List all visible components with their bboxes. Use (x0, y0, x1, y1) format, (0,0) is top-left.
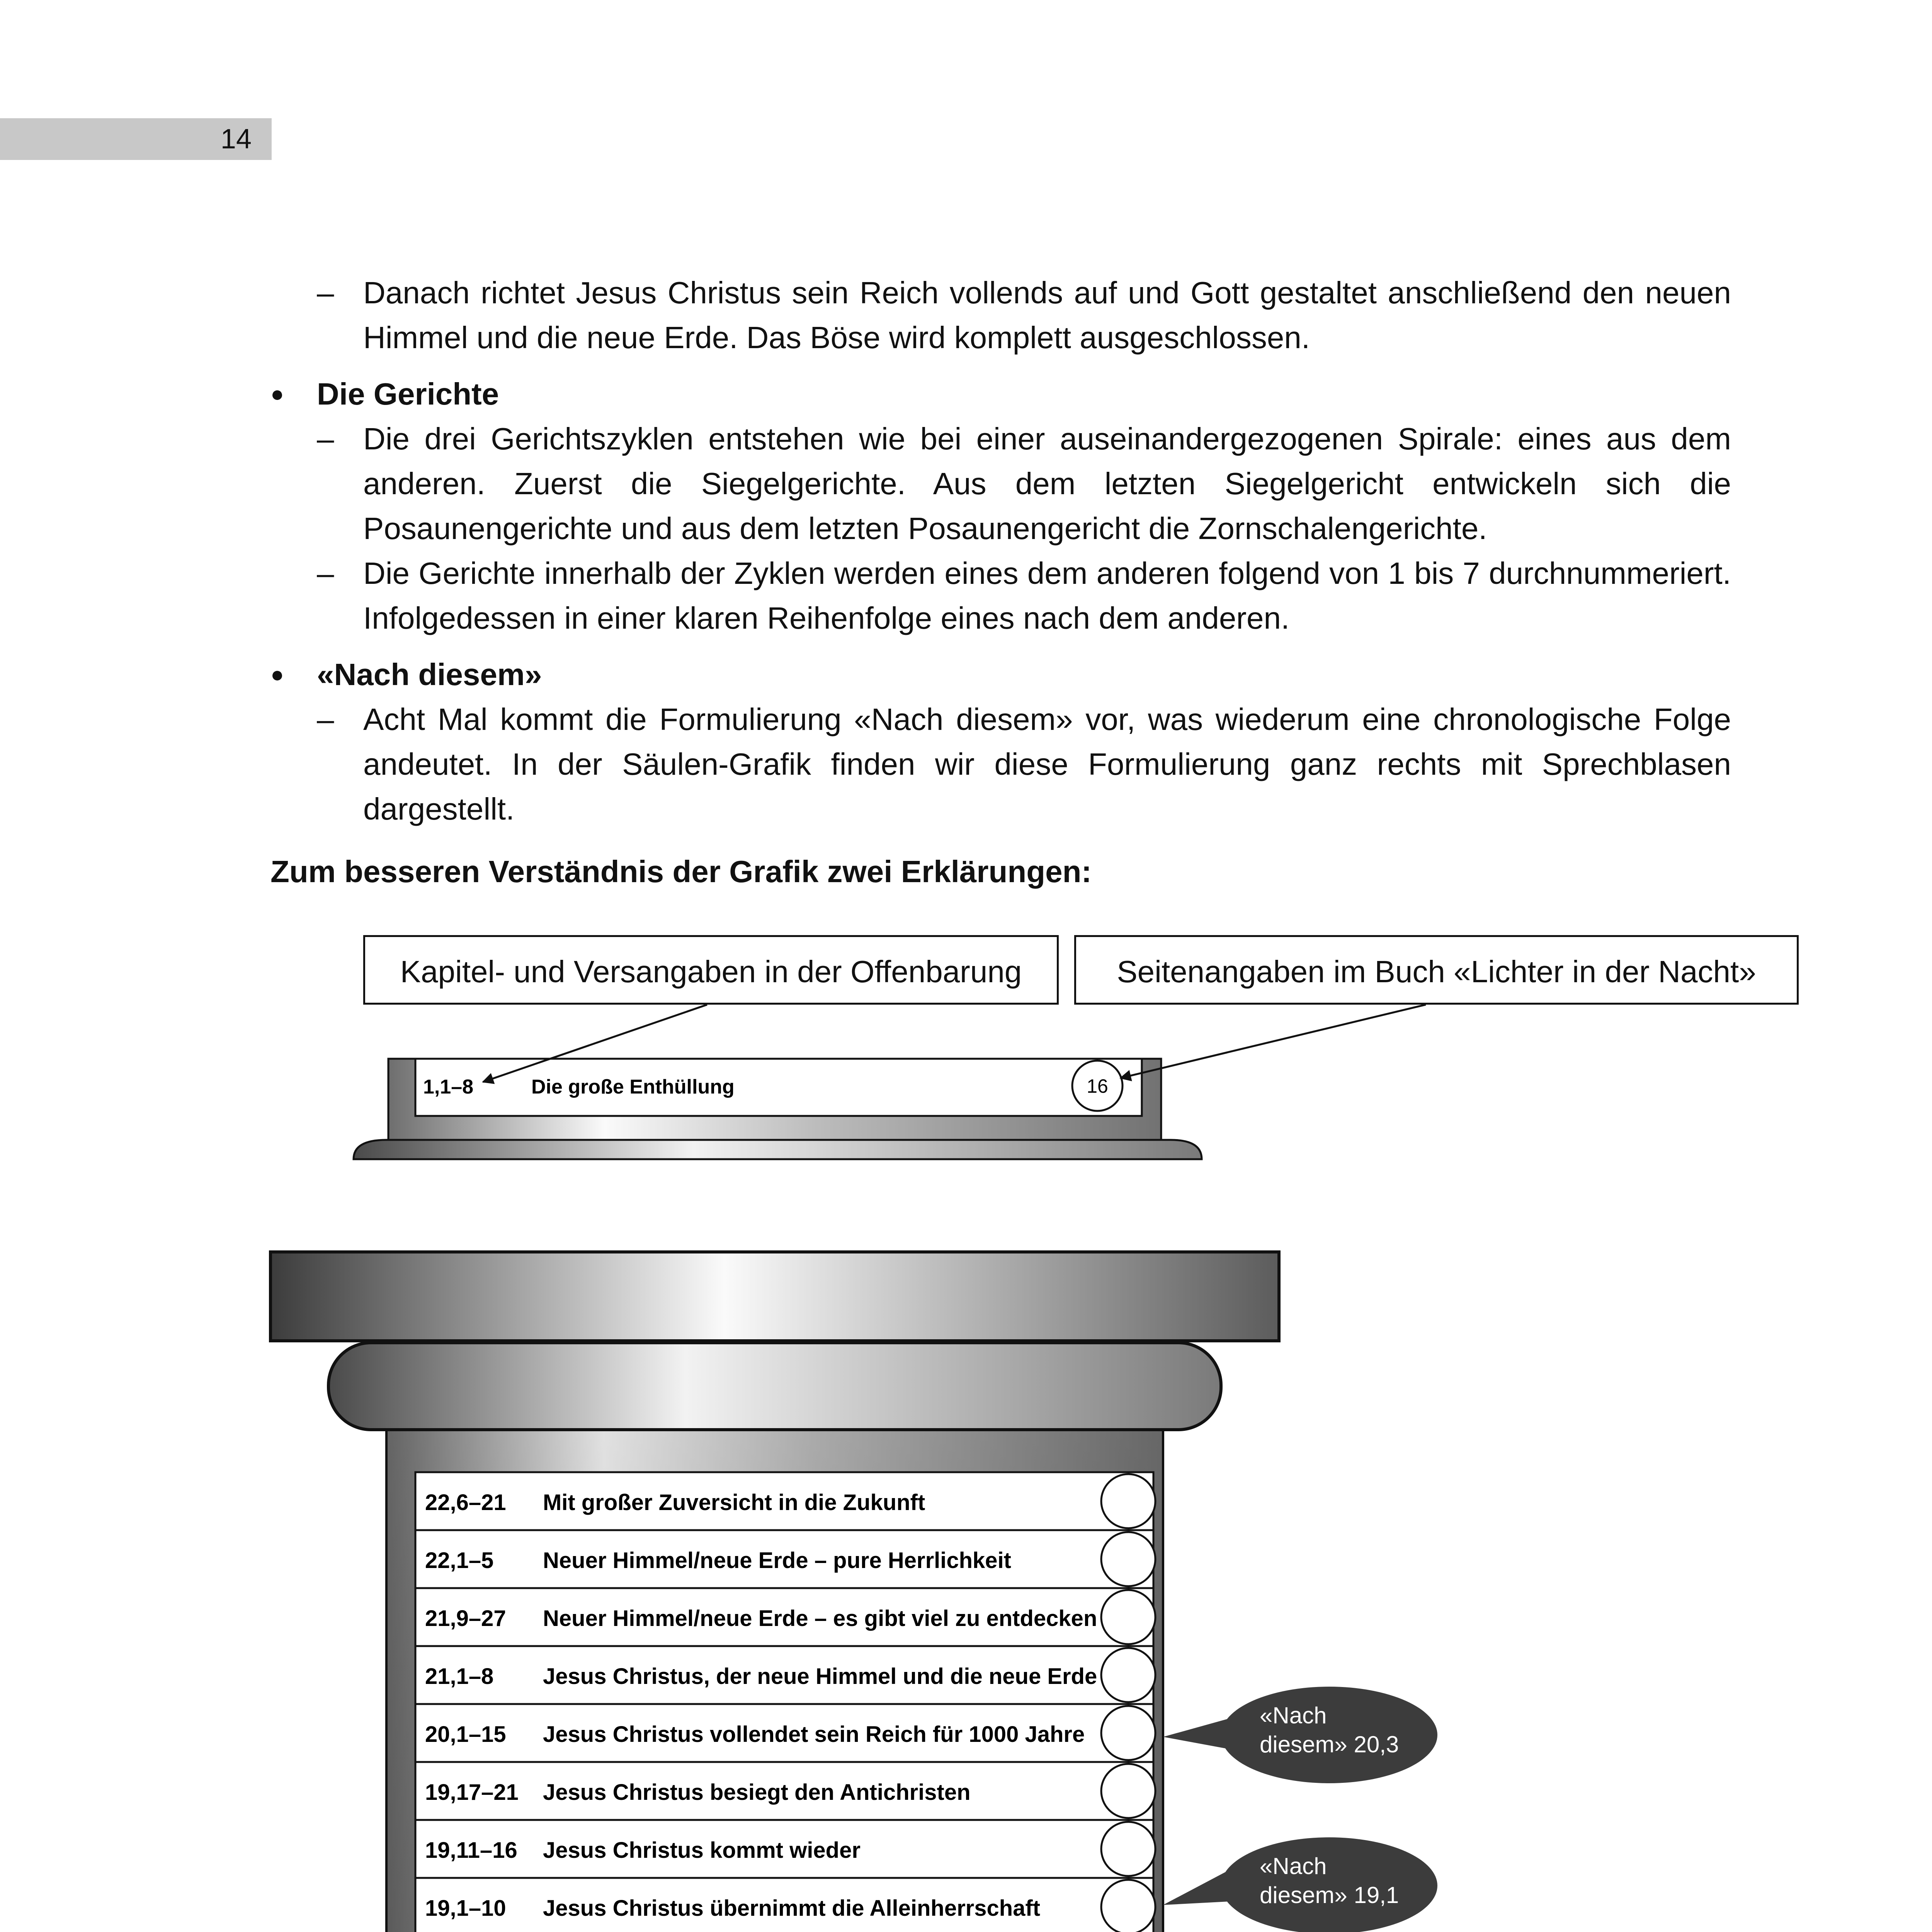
page-ref-circle (1101, 1706, 1155, 1760)
column-row-ref: 19,1–10 (425, 1896, 506, 1921)
speech-bubble-line1: «Nach (1260, 1702, 1327, 1728)
legend-example-ref: 1,1–8 (423, 1076, 474, 1098)
page-ref-circle (1101, 1648, 1155, 1702)
page-ref-circle (1101, 1880, 1155, 1932)
column-row-title: Jesus Christus, der neue Himmel und die neue Erde (543, 1664, 1097, 1689)
column-capital (328, 1343, 1221, 1430)
page-ref-circle (1101, 1822, 1155, 1876)
legend-box-chapter-verse: Kapitel- und Versangaben in der Offenbarung (363, 935, 1059, 1005)
section-heading: Zum besseren Verständnis der Grafik zwei Erklärungen: (270, 854, 1092, 889)
column-row-ref: 21,9–27 (425, 1606, 506, 1631)
column-abacus (270, 1252, 1279, 1341)
column-row-title: Jesus Christus vollendet sein Reich für 1000 Jahre (543, 1722, 1085, 1747)
column-row-ref: 21,1–8 (425, 1664, 494, 1689)
legend-example-column (354, 1005, 1426, 1159)
bullet-die-gerichte: ● Die Gerichte (270, 372, 1731, 417)
column-row-ref: 20,1–15 (425, 1722, 506, 1747)
legend-arrow-right (1121, 1005, 1426, 1078)
column-row-ref: 22,1–5 (425, 1548, 494, 1573)
page-number: 14 (0, 118, 272, 160)
column-row-title: Jesus Christus übernimmt die Alleinherrschaft (543, 1896, 1041, 1921)
dash-item-nummerierung: – Die Gerichte innerhalb der Zyklen werden eines dem anderen folgend von 1 bis 7 durchnummeriert. Infolgedessen in einer klaren Reihenfolge eines nach dem anderen. (270, 551, 1731, 641)
page-ref-circle (1101, 1474, 1155, 1528)
column-row-title: Neuer Himmel/neue Erde – pure Herrlichkeit (543, 1548, 1011, 1573)
column-rows (415, 1472, 1155, 1932)
speech-bubble-line1: «Nach (1260, 1853, 1327, 1879)
speech-bubble-line2: diesem» 20,3 (1260, 1731, 1399, 1757)
legend-example-title: Die große Enthüllung (531, 1076, 735, 1098)
legend-example-page: 16 (1087, 1075, 1108, 1097)
column-row-title: Neuer Himmel/neue Erde – es gibt viel zu entdecken (543, 1606, 1097, 1631)
dash-item-acht-mal: – Acht Mal kommt die Formulierung «Nach diesem» vor, was wiederum eine chronologische Folge andeutet. In der Säulen-Grafik finden wir diese Formulierung ganz rechts mit Sprechblasen dargestellt. (270, 697, 1731, 832)
legend-box-page-refs: Seitenangaben im Buch «Lichter in der Nacht» (1074, 935, 1799, 1005)
dash-item-gerichtszyklen: – Die drei Gerichtszyklen entstehen wie bei einer auseinandergezogenen Spirale: eines aus dem anderen. Zuerst die Siegelgerichte. Aus dem letzten Siegelgericht entwickeln sich die Posaunengerichte und aus dem letzten Posaunengericht die Zornschalengerichte. (270, 417, 1731, 551)
dash-item-intro: – Danach richtet Jesus Christus sein Reich vollends auf und Gott gestaltet anschließend den neuen Himmel und die neue Erde. Das Böse wird komplett ausgeschlossen. (270, 270, 1731, 360)
speech-bubbles (1163, 1687, 1437, 1932)
column-row-title: Jesus Christus besiegt den Antichristen (543, 1780, 971, 1805)
column-row-ref: 19,11–16 (425, 1838, 517, 1863)
column-row-title: Jesus Christus kommt wieder (543, 1838, 861, 1863)
page-ref-circle (1101, 1764, 1155, 1818)
page-ref-circle (1101, 1590, 1155, 1644)
column-row-ref: 19,17–21 (425, 1780, 519, 1805)
column-row-title: Mit großer Zuversicht in die Zukunft (543, 1490, 925, 1515)
column-row-ref: 22,6–21 (425, 1490, 506, 1515)
page-ref-circle (1101, 1532, 1155, 1586)
bullet-nach-diesem: ● «Nach diesem» (270, 652, 1731, 697)
speech-bubble-line2: diesem» 19,1 (1260, 1882, 1399, 1908)
